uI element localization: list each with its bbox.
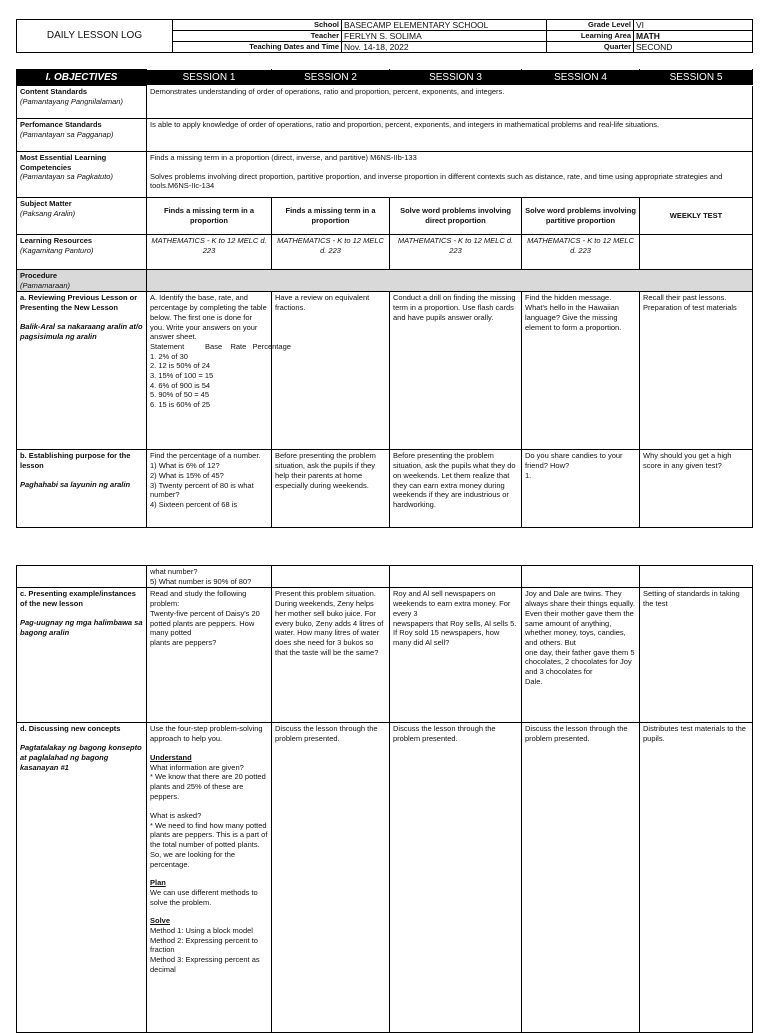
cont-s1-line: 5) What number is 90% of 80? (150, 576, 252, 586)
performance-standards-sublabel: (Pamantayan sa Pagganap) (20, 129, 114, 139)
solve-text: Method 1: Using a block model Method 2: Expressing percent to fraction Method 3: Expressing percent as decimal (150, 926, 260, 974)
resources-label (17, 235, 147, 270)
row-d-s4: Discuss the lesson through the problem presented. (522, 723, 640, 1033)
procedure-title: Procedure (20, 271, 58, 280)
row-a-s3: Conduct a drill on finding the missing term in a proportion. Use flash cards and have pupils answer orally. (390, 292, 522, 450)
session-2-header: SESSION 2 (272, 70, 390, 86)
subject-matter-sublabel: (Paksang Aralin) (20, 208, 76, 218)
row-a-title: a. Reviewing Previous Lesson or Presenting the New Lesson (20, 293, 138, 313)
procedure-sublabel: (Pamamaraan) (20, 280, 71, 290)
row-a-sublabel: Balik-Aral sa nakaraang aralin at/o pagsisimula ng aralin (20, 321, 143, 341)
performance-standards-label (17, 119, 147, 152)
row-a-s1-item: 5. 90% of 50 = 45 (150, 390, 210, 400)
row-c-s3: Roy and Al sell newspapers on weekends to earn extra money. For every 3 newspapers that Roy sells, Al sells 5. If Roy sold 15 newspapers, how many did Al sell? (390, 588, 522, 723)
grade-label: Grade Level (547, 20, 634, 31)
teacher-label: Teacher (173, 31, 342, 42)
row-b-sublabel: Paghahabi sa layunin ng aralin (20, 479, 131, 489)
procedure-band (147, 270, 753, 292)
row-a-s1-item: 4. 6% of 900 is 54 (150, 380, 211, 390)
resources-s2: MATHEMATICS - K to 12 MELC d. 223 (272, 235, 390, 270)
row-c-s4: Joy and Dale are twins. They always share their things equally. Even their mother gave them the same amount of anything, whether money, toys, candies, and others. But one day, their father gave them 5 chocolates, 2 chocolates for Joy and 3 chocolates for Dale. (522, 588, 640, 723)
cont-s4 (522, 566, 640, 588)
row-b-s2: Before presenting the problem situation, ask the pupils if they help their parents at home especially during weekends. (272, 450, 390, 528)
row-c-s2: Present this problem situation. During weekends, Zeny helps her mother sell buko juice. For every buko, Zeny adds 4 litres of water. How many litres of water does she need for 3 bukos so that the taste will be the same? (272, 588, 390, 723)
row-d-s2: Discuss the lesson through the problem presented. (272, 723, 390, 1033)
subject-matter-s2: Finds a missing term in a proportion (272, 198, 390, 235)
area-value: MATH (634, 31, 753, 42)
understand-text: What information are given? * We know that there are 20 potted plants and 25% of these are peppers. What is asked? * We need to find how many potted plants are peppers. This is a part of the total number of potted plants. So, we are looking for the percentage. (150, 762, 268, 869)
row-b-s5: Why should you get a high score in any given test? (640, 450, 753, 528)
melc-label (17, 152, 147, 198)
quarter-value: SECOND (634, 42, 753, 53)
session-4-header: SESSION 4 (522, 70, 640, 86)
understand-heading: Understand (150, 752, 192, 762)
grade-value: VI (634, 20, 753, 31)
subject-matter-s3: Solve word problems involving direct proportion (390, 198, 522, 235)
lesson-table-page-1 (16, 69, 753, 528)
content-standards-title: Content Standards (20, 87, 88, 96)
performance-standards-text: Is able to apply knowledge of order of operations, ratio and proportion, percent, exponents, and integers in mathematical problems and real-life situations. (147, 119, 753, 152)
row-b-s1-item: 3) Twenty percent of 80 is what number? (150, 480, 254, 500)
teacher-value: FERLYN S. SOLIMA (342, 31, 547, 42)
school-value: BASECAMP ELEMENTARY SCHOOL (342, 20, 547, 31)
melc-sublabel: (Pamantayan sa Pagkatuto) (20, 172, 113, 182)
cont-s2 (272, 566, 390, 588)
row-d-s1-intro: Use the four-step problem-solving approach to help you. (150, 724, 263, 744)
resources-sublabel: (Kagamitang Panturo) (20, 245, 94, 255)
row-d-s5: Distributes test materials to the pupils. (640, 723, 753, 1033)
session-3-header: SESSION 3 (390, 70, 522, 86)
resources-s3: MATHEMATICS - K to 12 MELC d. 223 (390, 235, 522, 270)
row-d-s1 (147, 723, 272, 1033)
procedure-label (17, 270, 147, 292)
row-a-s5: Recall their past lessons. Preparation of test materials (640, 292, 753, 450)
performance-standards-title: Perfomance Standards (20, 120, 102, 129)
cont-s3 (390, 566, 522, 588)
session-5-header: SESSION 5 (640, 70, 753, 86)
row-a-s1-item: 2. 12 is 50% of 24 (150, 361, 211, 371)
header-table (16, 19, 753, 53)
content-standards-text: Demonstrates understanding of order of operations, ratio and proportion, percent, exponents, and integers. (147, 86, 753, 119)
plan-text: We can use different methods to solve the problem. (150, 887, 258, 907)
cont-s1-line: what number? (150, 567, 198, 576)
row-d-sublabel: Pagtatalakay ng bagong konsepto at paglalahad ng bagong kasanayan #1 (20, 743, 142, 772)
resources-title: Learning Resources (20, 236, 93, 245)
resources-s1: MATHEMATICS - K to 12 MELC d. 223 (147, 235, 272, 270)
melc-text-1: Finds a missing term in a proportion (direct, inverse, and partitive) M6NS-IIb-133 (150, 153, 417, 162)
row-b-s1-item: 4) Sixteen percent of 68 is (150, 499, 238, 509)
content-standards-sublabel: (Pamantayang Pangnilalaman) (20, 96, 123, 106)
cont-s5 (640, 566, 753, 588)
row-b-s1-item: 1) What is 6% of 12? (150, 461, 220, 471)
form-title: DAILY LESSON LOG (17, 20, 173, 53)
area-label: Learning Area (547, 31, 634, 42)
row-c-label (17, 588, 147, 723)
row-b-title: b. Establishing purpose for the lesson (20, 451, 131, 471)
row-d-title: d. Discussing new concepts (20, 724, 121, 734)
subject-matter-label (17, 198, 147, 235)
plan-heading: Plan (150, 878, 166, 888)
row-c-title: c. Presenting example/instances of the new lesson (20, 589, 136, 609)
subject-matter-title: Subject Matter (20, 199, 72, 208)
school-label: School (173, 20, 342, 31)
row-a-label (17, 292, 147, 450)
resources-s4: MATHEMATICS - K to 12 MELC d. 223 (522, 235, 640, 270)
row-b-s1 (147, 450, 272, 528)
content-standards-label (17, 86, 147, 119)
row-a-s1-item: 6. 15 is 60% of 25 (150, 400, 211, 410)
row-b-s3: Before presenting the problem situation, ask the pupils what they do on weekends. Let them realize that they can earn extra money during weekends if they are industrious or hardworking. (390, 450, 522, 528)
row-c-s5: Setting of standards in taking the test (640, 588, 753, 723)
dates-label: Teaching Dates and Time (173, 42, 342, 53)
row-b-s1-item: 2) What is 15% of 45? (150, 470, 224, 480)
cont-label (17, 566, 147, 588)
row-a-s1-head: Statement Base Rate Percentage (150, 341, 291, 351)
row-a-s4: Find the hidden message. What's hello in the Hawaiian language? Give the missing element to form a proportion. (522, 292, 640, 450)
melc-text (147, 152, 753, 198)
subject-matter-s4: Solve word problems involving partitive proportion (522, 198, 640, 235)
row-a-s1 (147, 292, 291, 450)
melc-title: Most Essential Learning Competencies (20, 153, 107, 172)
row-a-s1-intro: A. Identify the base, rate, and percentage by completing the table below. The first one is done for you. Write your answers on your answer sheet. (150, 293, 267, 342)
cont-s1 (147, 566, 272, 588)
row-c-sublabel: Pag-uugnay ng mga halimbawa sa bagong aralin (20, 617, 143, 637)
row-b-s1-intro: Find the percentage of a number. (150, 451, 261, 461)
row-d-label (17, 723, 147, 1033)
row-b-s4: Do you share candies to your friend? How? 1. (522, 450, 640, 528)
solve-heading: Solve (150, 916, 171, 926)
melc-text-2: Solves problems involving direct proportion, partitive proportion, and inverse proportion in different contexts such as distance, rate, and time using appropriate strategies and tools.M6NS-IIc-134 (150, 171, 723, 191)
row-d-s3: Discuss the lesson through the problem presented. (390, 723, 522, 1033)
row-c-s1: Read and study the following problem: Twenty-five percent of Daisy's 20 potted plants are peppers. How many potted plants are peppers? (147, 588, 272, 723)
subject-matter-s5: WEEKLY TEST (640, 198, 753, 235)
dates-value: Nov. 14-18, 2022 (342, 42, 547, 53)
session-1-header: SESSION 1 (147, 70, 272, 86)
row-a-s1-item: 3. 15% of 100 = 15 (150, 371, 214, 381)
objectives-header: I. OBJECTIVES (17, 70, 147, 86)
row-a-s2: Have a review on equivalent fractions. (272, 292, 390, 450)
row-a-s1-item: 1. 2% of 30 (150, 351, 188, 361)
row-b-label (17, 450, 147, 528)
subject-matter-s1: Finds a missing term in a proportion (147, 198, 272, 235)
quarter-label: Quarter (547, 42, 634, 53)
lesson-table-page-2 (16, 565, 753, 1033)
resources-s5 (640, 235, 753, 270)
